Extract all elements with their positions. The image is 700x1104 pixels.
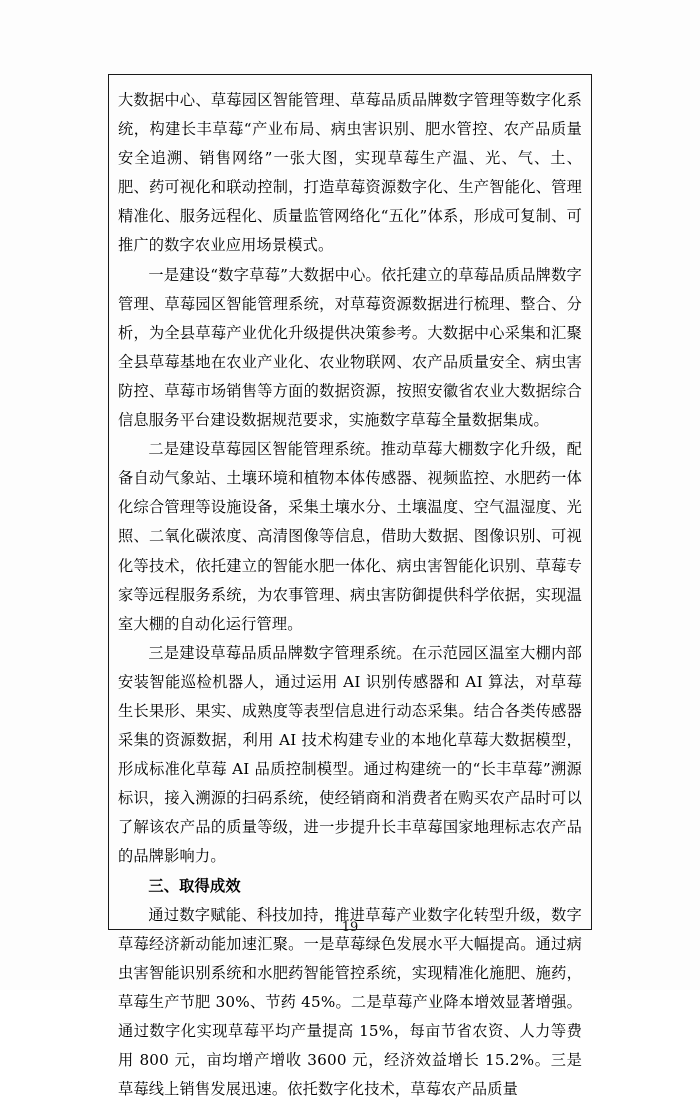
paragraph-5: 通过数字赋能、科技加持，推进草莓产业数字化转型升级，数字草莓经济新动能加速汇聚。一是草莓绿色发展水平大幅提高。通过病虫害智能识别系统和水肥药智能管控系统，实现精准化施肥、施药，草莓生产节肥 30%、节药 45%。二是草莓产业降本增效显著增强。通过数字化实现草莓平均产量提高 15%，每亩节省农资、人力等费用 800 元，亩均增产增收 3600 元，经济效益增长 15.2%。三是草莓线上销售发展迅速。依托数字化技术，草莓农产品质量 [118, 905, 582, 1099]
page-number: 19 [341, 920, 359, 935]
page-content [118, 86, 582, 1104]
paragraph-3: 二是建设草莓园区智能管理系统。推动草莓大棚数字化升级，配备自动气象站、土壤环境和植物本体传感器、视频监控、水肥药一体化综合管理等设施设备，采集土壤水分、土壤温度、空气温湿度、光照、二氧化碳浓度、高清图像等信息，借助大数据、图像识别、可视化等技术，依托建立的智能水肥一体化、病虫害智能化识别、草莓专家等远程服务系统，为农事管理、病虫害防御提供科学依据，实现温室大棚的自动化运行管理。 [118, 440, 582, 633]
paragraph-2: 一是建设“数字草莓”大数据中心。依托建立的草莓品质品牌数字管理、草莓园区智能管理系统，对草莓资源数据进行梳理、整合、分析，为全县草莓产业优化升级提供决策参考。大数据中心采集和汇聚全县草莓基地在农业产业化、农业物联网、农产品质量安全、病虫害防控、草莓市场销售等方面的数据资源，按照安徽省农业大数据综合信息服务平台建设数据规范要求，实施数字草莓全量数据集成。 [118, 265, 582, 430]
paragraph-4: 三是建设草莓品质品牌数字管理系统。在示范园区温室大棚内部安装智能巡检机器人，通过运用 AI 识别传感器和 AI 算法，对草莓生长果形、果实、成熟度等表型信息进行动态采集。结合各类传感器采集的资源数据，利用 AI 技术构建专业的本地化草莓大数据模型，形成标准化草莓 AI 品质控制模型。通过构建统一的“长丰草莓”溯源标识，接入溯源的扫码系统，使经销商和消费者在购买农产品时可以了解该农产品的质量等级，进一步提升长丰草莓国家地理标志农产品的品牌影响力。 [118, 643, 582, 866]
paragraph-1: 大数据中心、草莓园区智能管理、草莓品质品牌数字管理等数字化系统，构建长丰草莓“产业布局、病虫害识别、肥水管控、农产品质量安全追溯、销售网络”一张大图，实现草莓生产温、光、气、土、肥、药可视化和联动控制，打造草莓资源数字化、生产智能化、管理精准化、服务远程化、质量监管网络化“五化”体系，形成可复制、可推广的数字农业应用场景模式。 [118, 91, 582, 255]
section-heading: 三、取得成效 [148, 876, 241, 895]
